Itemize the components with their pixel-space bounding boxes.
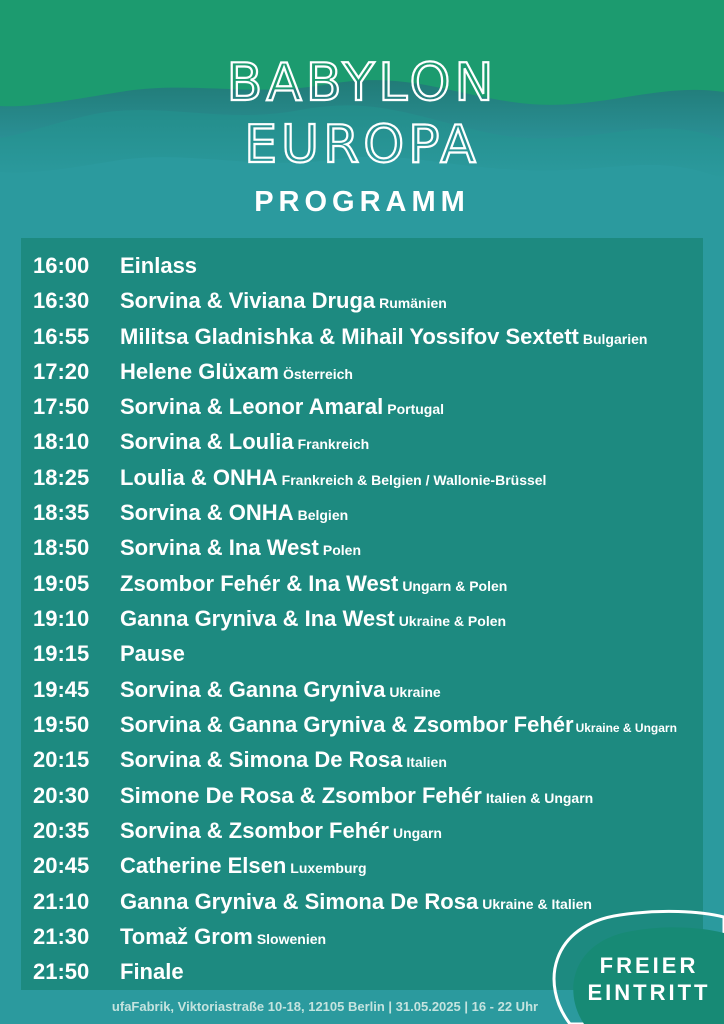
program-row (21, 567, 703, 602)
program-time: 21:50 (33, 959, 90, 984)
program-act (120, 641, 185, 667)
act-name: Sorvina & Viviana Druga (120, 288, 376, 313)
act-name: Militsa Gladnishka & Mihail Yossifov Sextett (120, 324, 579, 349)
program-row (21, 743, 703, 778)
act-country: Bulgarien (582, 331, 648, 347)
program-act (120, 359, 353, 385)
program-time: 20:35 (33, 818, 90, 843)
act-country: Ukraine & Italien (482, 896, 592, 912)
program-time: 21:10 (33, 889, 90, 914)
logo-line-1: BABYLON (226, 53, 498, 113)
program-act (120, 253, 197, 279)
act-name: Loulia & ONHA (120, 465, 278, 490)
act-name: Sorvina & Ina West (120, 535, 319, 560)
act-name: Einlass (120, 253, 198, 278)
act-name: Simone De Rosa & Zsombor Fehér (120, 783, 482, 808)
act-name: Ganna Gryniva & Ina West (120, 606, 395, 631)
program-row (21, 390, 703, 425)
page-title: PROGRAMM (254, 186, 470, 218)
program-row (21, 461, 703, 496)
act-name: Pause (120, 641, 185, 666)
program-row (21, 602, 703, 637)
act-name: Sorvina & Loulia (120, 429, 294, 454)
program-act (120, 677, 441, 703)
act-country: Österreich (282, 366, 353, 382)
act-country: Slowenien (256, 931, 327, 947)
badge-line-2: EINTRITT (587, 980, 711, 1005)
program-act (120, 429, 369, 455)
program-time: 18:35 (33, 500, 90, 525)
act-country: Italien & Ungarn (485, 790, 594, 806)
program-time: 18:25 (33, 465, 90, 490)
act-country: Ukraine & Polen (398, 613, 507, 629)
program-time: 20:15 (33, 747, 90, 772)
program-act (120, 606, 506, 632)
program-time: 17:20 (33, 359, 90, 384)
program-panel (21, 238, 703, 990)
program-row (21, 496, 703, 531)
program-row (21, 355, 703, 390)
act-name: Sorvina & Leonor Amaral (120, 394, 384, 419)
act-name: Sorvina & Simona De Rosa (120, 747, 403, 772)
program-row (21, 814, 703, 849)
program-row (21, 673, 703, 708)
program-row (21, 708, 703, 743)
program-row (21, 284, 703, 319)
program-act (120, 712, 677, 738)
program-act (120, 465, 546, 491)
program-time: 20:30 (33, 783, 90, 808)
act-name: Helene Glüxam (120, 359, 279, 384)
act-country: Italien (406, 754, 447, 770)
program-row (21, 249, 703, 284)
badge-line-1: FREIER (599, 953, 699, 978)
program-act (120, 924, 326, 950)
act-name: Sorvina & Zsombor Fehér (120, 818, 389, 843)
act-name: Sorvina & Ganna Gryniva (120, 677, 386, 702)
act-name: Catherine Elsen (120, 853, 287, 878)
act-country: Frankreich & Belgien / Wallonie-Brüssel (281, 472, 547, 488)
act-country: Frankreich (297, 436, 370, 452)
program-time: 19:50 (33, 712, 90, 737)
program-act (120, 783, 593, 809)
program-time: 16:00 (33, 253, 90, 278)
program-time: 18:50 (33, 535, 90, 560)
footer-info: ufaFabrik, Viktoriastraße 10-18, 12105 Berlin | 31.05.2025 | 16 - 22 Uhr (111, 999, 539, 1014)
act-country: Rumänien (379, 295, 447, 311)
act-name: Ganna Gryniva & Simona De Rosa (120, 889, 479, 914)
program-time: 19:15 (33, 641, 90, 666)
babylon-europa-logo (0, 44, 724, 174)
program-act (120, 747, 447, 773)
program-time: 16:30 (33, 288, 90, 313)
program-row (21, 320, 703, 355)
program-row (21, 849, 703, 884)
act-country: Ukraine & Ungarn (575, 721, 677, 735)
act-name: Zsombor Fehér & Ina West (120, 571, 399, 596)
program-time: 17:50 (33, 394, 90, 419)
program-act (120, 959, 184, 985)
act-name: Sorvina & Ganna Gryniva & Zsombor Fehér (120, 712, 574, 737)
program-act (120, 324, 647, 350)
act-country: Ungarn & Polen (402, 578, 508, 594)
program-time: 18:10 (33, 429, 90, 454)
program-act (120, 394, 444, 420)
act-name: Sorvina & ONHA (120, 500, 294, 525)
free-entry-label (574, 952, 724, 1006)
act-country: Luxemburg (290, 860, 367, 876)
program-row (21, 779, 703, 814)
program-time: 19:45 (33, 677, 90, 702)
program-row (21, 531, 703, 566)
program-act (120, 818, 442, 844)
act-name: Tomaž Grom (120, 924, 253, 949)
program-act (120, 288, 447, 314)
program-time: 19:10 (33, 606, 90, 631)
program-act (120, 853, 367, 879)
logo-line-2: EUROPA (244, 115, 480, 174)
act-name: Finale (120, 959, 184, 984)
program-time: 19:05 (33, 571, 90, 596)
program-time: 21:30 (33, 924, 90, 949)
act-country: Polen (322, 542, 361, 558)
program-row (21, 425, 703, 460)
program-row (21, 637, 703, 672)
program-act (120, 535, 361, 561)
act-country: Ungarn (392, 825, 442, 841)
act-country: Ukraine (389, 684, 441, 700)
program-act (120, 889, 592, 915)
act-country: Belgien (297, 507, 349, 523)
act-country: Portugal (387, 401, 445, 417)
program-act (120, 571, 507, 597)
program-act (120, 500, 348, 526)
program-time: 20:45 (33, 853, 90, 878)
program-time: 16:55 (33, 324, 90, 349)
